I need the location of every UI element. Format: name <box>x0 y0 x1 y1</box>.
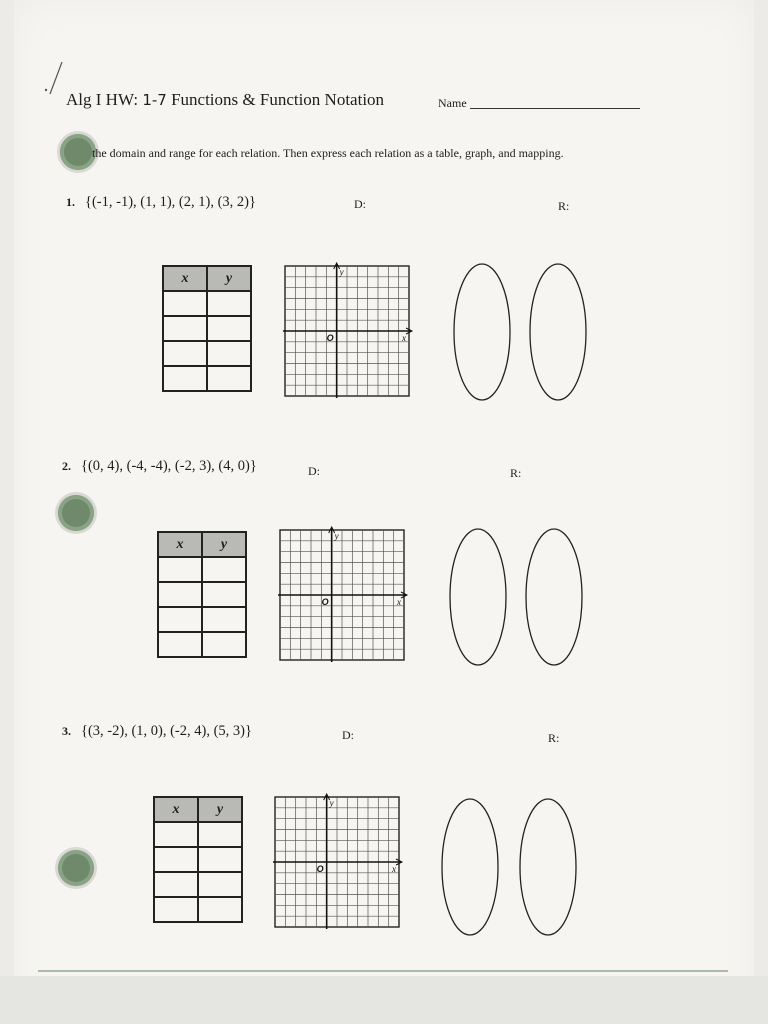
table-cell[interactable] <box>154 822 198 847</box>
range-label: R: <box>558 199 570 213</box>
range-oval[interactable] <box>530 264 586 400</box>
table-cell[interactable] <box>202 582 246 607</box>
binder-hole-3 <box>58 850 94 886</box>
instructions: the domain and range for each relation. Then express each relation as a table, graph, and mapping. <box>92 146 564 160</box>
table-cell[interactable] <box>163 291 207 316</box>
problem-number: 2. <box>62 459 71 473</box>
section-number: 1-7 <box>142 91 167 109</box>
table-cell[interactable] <box>154 897 198 922</box>
table-cell[interactable] <box>198 847 242 872</box>
x-header: x <box>154 797 198 822</box>
name-label: Name <box>438 96 467 110</box>
table-cell[interactable] <box>207 291 251 316</box>
relation-set: {(-1, -1), (1, 1), (2, 1), (3, 2)} <box>85 194 256 210</box>
y-header: y <box>198 797 242 822</box>
binder-hole-1 <box>60 134 96 170</box>
table-cell[interactable] <box>158 632 202 657</box>
domain-label: D: <box>342 728 354 742</box>
problem-2 <box>62 458 257 475</box>
table-cell[interactable] <box>154 872 198 897</box>
y-axis-label: y <box>334 531 339 541</box>
problem-number: 1. <box>66 195 75 209</box>
domain-oval[interactable] <box>454 264 510 400</box>
xy-table-2 <box>157 531 247 658</box>
range-oval[interactable] <box>520 799 576 935</box>
page-bottom-edge <box>0 976 768 1024</box>
problem-number: 3. <box>62 724 71 738</box>
mapping-ovals-1 <box>450 262 590 402</box>
table-cell[interactable] <box>207 316 251 341</box>
worksheet-title <box>66 90 384 110</box>
coordinate-grid-1[interactable] <box>285 266 409 400</box>
relation-set: {(0, 4), (-4, -4), (-2, 3), (4, 0)} <box>81 458 257 474</box>
xy-table-1 <box>162 265 252 392</box>
x-axis-label: x <box>402 333 406 343</box>
x-header: x <box>163 266 207 291</box>
table-cell[interactable] <box>202 632 246 657</box>
coordinate-grid-2[interactable] <box>280 530 406 664</box>
table-cell[interactable] <box>202 607 246 632</box>
domain-oval[interactable] <box>450 529 506 665</box>
origin-label: O <box>321 597 329 607</box>
table-cell[interactable] <box>198 897 242 922</box>
range-label: R: <box>548 731 560 745</box>
y-axis-label: y <box>329 798 334 808</box>
origin-label: O <box>316 864 324 874</box>
table-cell[interactable] <box>163 366 207 391</box>
table-cell[interactable] <box>158 557 202 582</box>
domain-label: D: <box>308 464 320 478</box>
xy-table-3 <box>153 796 243 923</box>
range-label: R: <box>510 466 522 480</box>
table-cell[interactable] <box>158 607 202 632</box>
name-blank[interactable] <box>470 108 640 109</box>
table-cell[interactable] <box>154 847 198 872</box>
range-oval[interactable] <box>526 529 582 665</box>
table-cell[interactable] <box>163 341 207 366</box>
table-cell[interactable] <box>158 582 202 607</box>
mapping-ovals-3 <box>440 797 582 939</box>
domain-oval[interactable] <box>442 799 498 935</box>
title-topic: Functions & Function Notation <box>166 90 385 109</box>
mapping-ovals-2 <box>446 527 588 669</box>
y-axis-label: y <box>339 267 344 277</box>
table-cell[interactable] <box>207 341 251 366</box>
table-cell[interactable] <box>202 557 246 582</box>
x-axis-label: x <box>392 864 396 874</box>
problem-1 <box>66 194 256 211</box>
coordinate-grid-3[interactable] <box>275 797 401 931</box>
x-header: x <box>158 532 202 557</box>
table-cell[interactable] <box>163 316 207 341</box>
table-cell[interactable] <box>198 822 242 847</box>
table-cell[interactable] <box>198 872 242 897</box>
y-header: y <box>202 532 246 557</box>
x-axis-label: x <box>397 597 401 607</box>
y-header: y <box>207 266 251 291</box>
title-prefix: Alg I HW: <box>66 90 143 109</box>
table-cell[interactable] <box>207 366 251 391</box>
problem-3 <box>62 723 252 740</box>
origin-label: O <box>326 333 334 343</box>
domain-label: D: <box>354 197 366 211</box>
relation-set: {(3, -2), (1, 0), (-2, 4), (5, 3)} <box>81 723 252 739</box>
binder-hole-2 <box>58 495 94 531</box>
bottom-rule <box>38 970 728 972</box>
